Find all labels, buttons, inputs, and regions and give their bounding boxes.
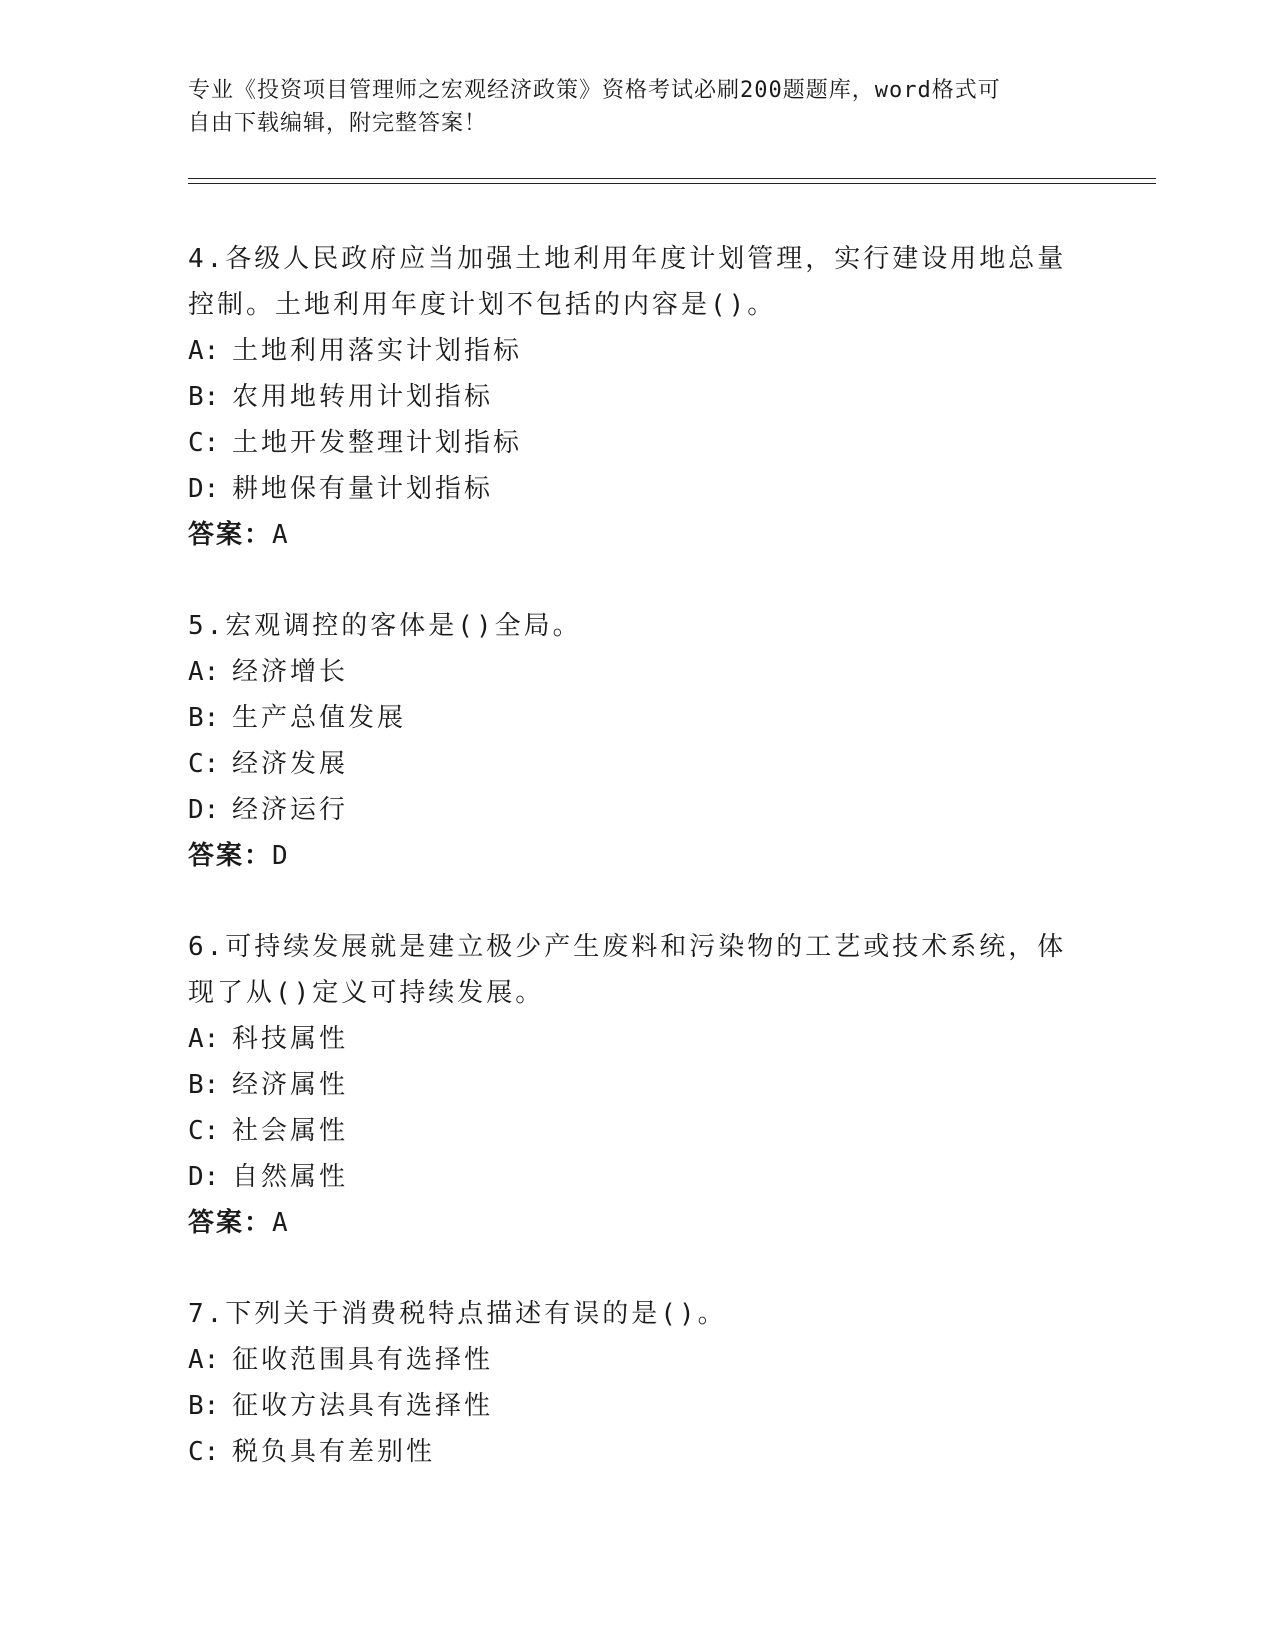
answer-label: 答案： — [188, 1208, 273, 1238]
option-text: 税负具有差别性 — [232, 1437, 436, 1467]
option-letter: A: — [188, 657, 220, 687]
option-letter: D: — [188, 474, 220, 504]
option-d — [188, 1154, 1088, 1200]
option-letter: C: — [188, 428, 220, 458]
option-d — [188, 466, 1088, 512]
option-a — [188, 328, 1088, 374]
option-text: 社会属性 — [232, 1116, 349, 1146]
option-a — [188, 1016, 1088, 1062]
option-text: 农用地转用计划指标 — [232, 382, 494, 412]
option-text: 自然属性 — [232, 1162, 349, 1192]
question-item — [188, 603, 1088, 879]
answer-label: 答案： — [188, 841, 273, 871]
answer-line — [188, 512, 1088, 558]
option-c — [188, 1108, 1088, 1154]
option-letter: C: — [188, 749, 220, 779]
option-text: 经济发展 — [232, 749, 349, 779]
header-divider-bottom — [188, 183, 1156, 184]
option-letter: D: — [188, 795, 220, 825]
question-stem-line: 4.各级人民政府应当加强土地利用年度计划管理，实行建设用地总量 — [188, 244, 1067, 274]
option-text: 土地利用落实计划指标 — [232, 336, 523, 366]
option-text: 经济增长 — [232, 657, 349, 687]
answer-value: A — [272, 520, 290, 550]
option-letter: B: — [188, 1070, 220, 1100]
header-divider-top — [188, 178, 1156, 179]
question-list — [188, 236, 1088, 1520]
option-letter: B: — [188, 703, 220, 733]
option-letter: B: — [188, 1391, 220, 1421]
option-text: 科技属性 — [232, 1024, 349, 1054]
option-c — [188, 741, 1088, 787]
header-line-2: 自由下载编辑，附完整答案！ — [188, 111, 488, 136]
question-stem-line: 6.可持续发展就是建立极少产生废料和污染物的工艺或技术系统，体 — [188, 932, 1067, 962]
question-stem-line: 控制。土地利用年度计划不包括的内容是()。 — [188, 290, 777, 320]
option-b — [188, 1062, 1088, 1108]
document-header — [188, 74, 1068, 140]
option-letter: A: — [188, 336, 220, 366]
question-stem-line: 7.下列关于消费税特点描述有误的是()。 — [188, 1299, 727, 1329]
answer-label: 答案： — [188, 520, 273, 550]
option-a — [188, 649, 1088, 695]
question-item — [188, 924, 1088, 1246]
option-b — [188, 1383, 1088, 1429]
option-a — [188, 1337, 1088, 1383]
option-text: 耕地保有量计划指标 — [232, 474, 494, 504]
option-letter: C: — [188, 1116, 220, 1146]
option-letter: C: — [188, 1437, 220, 1467]
option-c — [188, 420, 1088, 466]
option-b — [188, 695, 1088, 741]
question-item — [188, 1291, 1088, 1475]
answer-value: D — [272, 841, 290, 871]
option-text: 征收方法具有选择性 — [232, 1391, 494, 1421]
option-text: 征收范围具有选择性 — [232, 1345, 494, 1375]
option-c — [188, 1429, 1088, 1475]
header-line-1: 专业《投资项目管理师之宏观经济政策》资格考试必刷200题题库，word格式可 — [188, 78, 1001, 103]
question-item — [188, 236, 1088, 558]
option-text: 经济属性 — [232, 1070, 349, 1100]
option-d — [188, 787, 1088, 833]
answer-line — [188, 1200, 1088, 1246]
option-text: 土地开发整理计划指标 — [232, 428, 523, 458]
answer-value: A — [272, 1208, 290, 1238]
answer-line — [188, 833, 1088, 879]
option-b — [188, 374, 1088, 420]
option-letter: D: — [188, 1162, 220, 1192]
option-text: 经济运行 — [232, 795, 349, 825]
option-text: 生产总值发展 — [232, 703, 407, 733]
question-stem-line: 现了从()定义可持续发展。 — [188, 978, 545, 1008]
question-stem-line: 5.宏观调控的客体是()全局。 — [188, 611, 582, 641]
option-letter: A: — [188, 1345, 220, 1375]
option-letter: B: — [188, 382, 220, 412]
option-letter: A: — [188, 1024, 220, 1054]
